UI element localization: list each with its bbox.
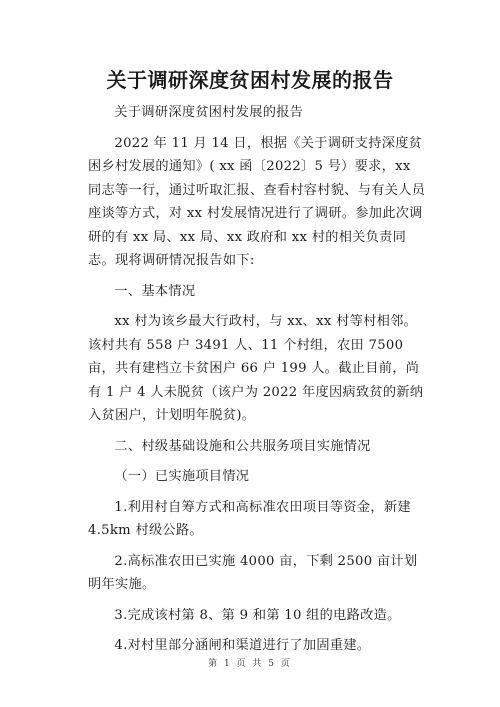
intro-paragraph: 2022 年 11 月 14 日，根据《关于调研支持深度贫困乡村发展的通知》( xx 函〔2022〕5 号）要求，xx 同志等一行，通过听取汇报、查看村容村貌、与有关人员座谈等方式，对 xx 村发展情况进行了调研。参加此次调研的有 xx 局、xx 局、xx 政府和 xx 村的相关负责同志。现将调研情况报告如下: — [88, 135, 426, 268]
basic-info-paragraph: xx 村为该乡最大行政村，与 xx、xx 村等村相邻。该村共有 558 户 3491 人、11 个村组，农田 7500 亩，共有建档立卡贫困户 66 户 199 人。截止目前，尚有 1 户 4 人未脱贫（该户为 2022 年度因病致贫的新纳入贫困户，计划明年脱贫)。 — [88, 314, 424, 423]
section-heading-infrastructure: 二、村级基础设施和公共服务项目实施情况 — [114, 438, 371, 454]
list-item-power: 3.完成该村第 8、第 9 和第 10 组的电路改造。 — [114, 607, 401, 623]
page-footer: 第 1 页 共 5 页 — [208, 659, 292, 669]
document-title: 关于调研深度贫困村发展的报告 — [106, 68, 394, 92]
section-heading-basic: 一、基本情况 — [114, 283, 196, 299]
list-item-sluices: 4.对村里部分涵闸和渠道进行了加固重建。 — [114, 638, 371, 653]
subsection-heading-implemented: （一）已实施项目情况 — [114, 469, 250, 484]
list-item-farmland: 2.高标准农田已实施 4000 亩，下剩 2500 亩计划明年实施。 — [88, 553, 418, 592]
document-body — [88, 101, 428, 658]
subtitle-paragraph: 关于调研深度贫困村发展的报告 — [114, 105, 304, 120]
list-item-roads: 1.利用村自筹方式和高标准农田项目等资金，新建 4.5km 村级公路。 — [88, 499, 411, 538]
